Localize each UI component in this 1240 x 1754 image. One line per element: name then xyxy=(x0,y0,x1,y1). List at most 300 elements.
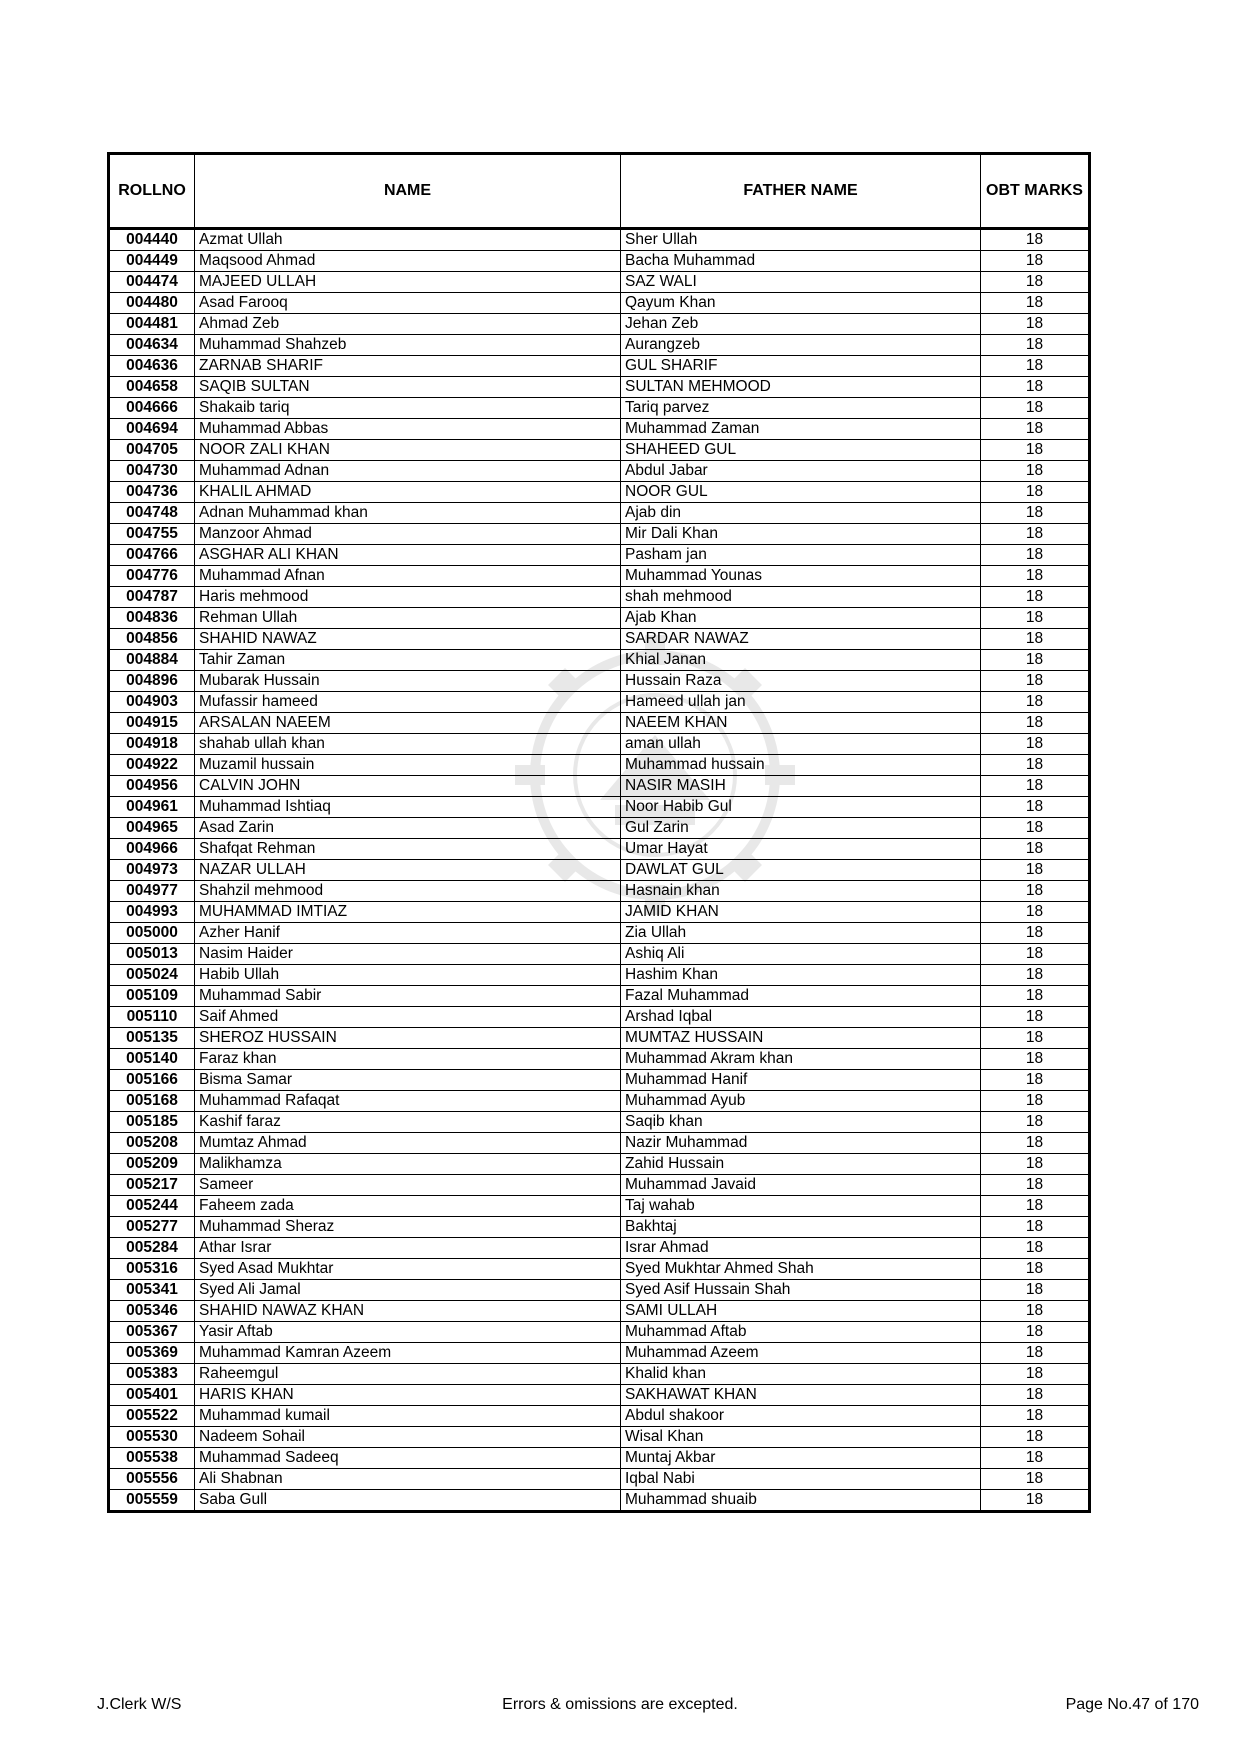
father-name-cell: SAKHAWAT KHAN xyxy=(621,1385,981,1406)
marks-cell: 18 xyxy=(981,776,1090,797)
marks-cell: 18 xyxy=(981,440,1090,461)
roll-no-cell: 004973 xyxy=(109,860,195,881)
roll-no-cell: 005341 xyxy=(109,1280,195,1301)
name-cell: Faheem zada xyxy=(195,1196,621,1217)
roll-no-cell: 005217 xyxy=(109,1175,195,1196)
table-row xyxy=(109,1196,1090,1217)
name-cell: Nasim Haider xyxy=(195,944,621,965)
name-cell: Adnan Muhammad khan xyxy=(195,503,621,524)
table-row xyxy=(109,503,1090,524)
roll-no-cell: 005284 xyxy=(109,1238,195,1259)
marks-cell: 18 xyxy=(981,1490,1090,1512)
roll-no-cell: 005024 xyxy=(109,965,195,986)
table-row xyxy=(109,1259,1090,1280)
roll-no-cell: 005277 xyxy=(109,1217,195,1238)
father-name-cell: Iqbal Nabi xyxy=(621,1469,981,1490)
roll-no-cell: 004474 xyxy=(109,272,195,293)
name-cell: Muhammad Ishtiaq xyxy=(195,797,621,818)
roll-no-cell: 004766 xyxy=(109,545,195,566)
roll-no-cell: 004961 xyxy=(109,797,195,818)
father-name-cell: Hashim Khan xyxy=(621,965,981,986)
name-cell: SHAHID NAWAZ KHAN xyxy=(195,1301,621,1322)
father-name-cell: Syed Mukhtar Ahmed Shah xyxy=(621,1259,981,1280)
marks-cell: 18 xyxy=(981,419,1090,440)
table-row xyxy=(109,1343,1090,1364)
roll-no-cell: 004956 xyxy=(109,776,195,797)
footer-disclaimer: Errors & omissions are excepted. xyxy=(502,1696,738,1713)
marks-cell: 18 xyxy=(981,692,1090,713)
father-name-cell: Taj wahab xyxy=(621,1196,981,1217)
name-cell: Mumtaz Ahmad xyxy=(195,1133,621,1154)
table-row xyxy=(109,251,1090,272)
roll-no-cell: 004787 xyxy=(109,587,195,608)
father-name-cell: Syed Asif Hussain Shah xyxy=(621,1280,981,1301)
table-row xyxy=(109,965,1090,986)
father-name-cell: SAMI ULLAH xyxy=(621,1301,981,1322)
roll-no-cell: 005000 xyxy=(109,923,195,944)
table-row xyxy=(109,398,1090,419)
roll-no-cell: 005140 xyxy=(109,1049,195,1070)
name-cell: ZARNAB SHARIF xyxy=(195,356,621,377)
marks-cell: 18 xyxy=(981,650,1090,671)
roll-no-cell: 004776 xyxy=(109,566,195,587)
marks-cell: 18 xyxy=(981,1133,1090,1154)
table-row xyxy=(109,839,1090,860)
table-row xyxy=(109,1406,1090,1427)
roll-no-cell: 004993 xyxy=(109,902,195,923)
roll-no-cell: 004903 xyxy=(109,692,195,713)
marks-cell: 18 xyxy=(981,1385,1090,1406)
marks-cell: 18 xyxy=(981,1091,1090,1112)
table-row xyxy=(109,650,1090,671)
father-name-cell: Pasham jan xyxy=(621,545,981,566)
roll-no-cell: 004634 xyxy=(109,335,195,356)
marks-cell: 18 xyxy=(981,251,1090,272)
marks-cell: 18 xyxy=(981,1406,1090,1427)
father-name-cell: Ajab Khan xyxy=(621,608,981,629)
roll-no-cell: 004977 xyxy=(109,881,195,902)
marks-cell: 18 xyxy=(981,524,1090,545)
marks-cell: 18 xyxy=(981,545,1090,566)
roll-no-cell: 004896 xyxy=(109,671,195,692)
roll-no-cell: 004658 xyxy=(109,377,195,398)
name-cell: ASGHAR ALI KHAN xyxy=(195,545,621,566)
table-row xyxy=(109,1007,1090,1028)
roll-no-cell: 004694 xyxy=(109,419,195,440)
father-name-cell: Muhammad Akram khan xyxy=(621,1049,981,1070)
name-cell: Shafqat Rehman xyxy=(195,839,621,860)
table-row xyxy=(109,293,1090,314)
name-cell: KHALIL AHMAD xyxy=(195,482,621,503)
table-row xyxy=(109,587,1090,608)
father-name-cell: Jehan Zeb xyxy=(621,314,981,335)
marks-cell: 18 xyxy=(981,944,1090,965)
table-row xyxy=(109,881,1090,902)
name-cell: SHEROZ HUSSAIN xyxy=(195,1028,621,1049)
roll-no-cell: 004730 xyxy=(109,461,195,482)
table-row xyxy=(109,1448,1090,1469)
roll-no-cell: 004636 xyxy=(109,356,195,377)
marks-cell: 18 xyxy=(981,1301,1090,1322)
marks-cell: 18 xyxy=(981,881,1090,902)
table-row xyxy=(109,1322,1090,1343)
table-row xyxy=(109,671,1090,692)
marks-cell: 18 xyxy=(981,1154,1090,1175)
marks-cell: 18 xyxy=(981,1448,1090,1469)
marks-cell: 18 xyxy=(981,1196,1090,1217)
father-name-cell: Tariq parvez xyxy=(621,398,981,419)
table-row xyxy=(109,1280,1090,1301)
table-row xyxy=(109,1070,1090,1091)
father-name-cell: Hameed ullah jan xyxy=(621,692,981,713)
name-cell: Ali Shabnan xyxy=(195,1469,621,1490)
marks-cell: 18 xyxy=(981,755,1090,776)
name-cell: Faraz khan xyxy=(195,1049,621,1070)
name-cell: Athar Israr xyxy=(195,1238,621,1259)
table-row xyxy=(109,692,1090,713)
marks-cell: 18 xyxy=(981,1364,1090,1385)
marks-cell: 18 xyxy=(981,1322,1090,1343)
table-row xyxy=(109,944,1090,965)
name-cell: Muhammad kumail xyxy=(195,1406,621,1427)
name-cell: shahab ullah khan xyxy=(195,734,621,755)
table-row xyxy=(109,713,1090,734)
father-name-cell: Muhammad Aftab xyxy=(621,1322,981,1343)
father-name-cell: Hasnain khan xyxy=(621,881,981,902)
father-name-cell: Muhammad shuaib xyxy=(621,1490,981,1512)
name-cell: Muhammad Sheraz xyxy=(195,1217,621,1238)
name-cell: Azmat Ullah xyxy=(195,229,621,251)
name-cell: Muzamil hussain xyxy=(195,755,621,776)
name-cell: Muhammad Abbas xyxy=(195,419,621,440)
roll-no-cell: 005166 xyxy=(109,1070,195,1091)
roll-no-cell: 004705 xyxy=(109,440,195,461)
name-cell: Muhammad Sabir xyxy=(195,986,621,1007)
marks-cell: 18 xyxy=(981,503,1090,524)
roll-no-cell: 004748 xyxy=(109,503,195,524)
marks-cell: 18 xyxy=(981,356,1090,377)
name-cell: SAQIB SULTAN xyxy=(195,377,621,398)
marks-cell: 18 xyxy=(981,1070,1090,1091)
table-row xyxy=(109,1469,1090,1490)
name-cell: Muhammad Sadeeq xyxy=(195,1448,621,1469)
footer-clerk: J.Clerk W/S xyxy=(97,1696,182,1713)
table-row xyxy=(109,1028,1090,1049)
name-cell: Sameer xyxy=(195,1175,621,1196)
roll-no-cell: 005316 xyxy=(109,1259,195,1280)
table-row xyxy=(109,902,1090,923)
name-cell: NOOR ZALI KHAN xyxy=(195,440,621,461)
footer-page-number: Page No.47 of 170 xyxy=(1065,1696,1199,1713)
father-name-cell: Aurangzeb xyxy=(621,335,981,356)
marks-cell: 18 xyxy=(981,1427,1090,1448)
roll-no-cell: 005383 xyxy=(109,1364,195,1385)
table-row xyxy=(109,335,1090,356)
father-name-cell: SHAHEED GUL xyxy=(621,440,981,461)
roll-no-cell: 004440 xyxy=(109,229,195,251)
roll-no-cell: 005135 xyxy=(109,1028,195,1049)
name-cell: Muhammad Rafaqat xyxy=(195,1091,621,1112)
table-row xyxy=(109,1238,1090,1259)
table-row xyxy=(109,776,1090,797)
name-cell: Muhammad Afnan xyxy=(195,566,621,587)
header-name: NAME xyxy=(195,154,621,229)
table-row xyxy=(109,356,1090,377)
table-row xyxy=(109,1364,1090,1385)
father-name-cell: NAEEM KHAN xyxy=(621,713,981,734)
roll-no-cell: 005110 xyxy=(109,1007,195,1028)
father-name-cell: Saqib khan xyxy=(621,1112,981,1133)
table-row xyxy=(109,860,1090,881)
table-row xyxy=(109,440,1090,461)
father-name-cell: Israr Ahmad xyxy=(621,1238,981,1259)
name-cell: Azher Hanif xyxy=(195,923,621,944)
roll-no-cell: 004666 xyxy=(109,398,195,419)
marks-cell: 18 xyxy=(981,797,1090,818)
name-cell: MAJEED ULLAH xyxy=(195,272,621,293)
father-name-cell: Abdul shakoor xyxy=(621,1406,981,1427)
table-row xyxy=(109,1385,1090,1406)
marks-cell: 18 xyxy=(981,566,1090,587)
father-name-cell: Ajab din xyxy=(621,503,981,524)
father-name-cell: Fazal Muhammad xyxy=(621,986,981,1007)
roll-no-cell: 004836 xyxy=(109,608,195,629)
marks-cell: 18 xyxy=(981,335,1090,356)
table-row xyxy=(109,524,1090,545)
father-name-cell: Khial Janan xyxy=(621,650,981,671)
marks-cell: 18 xyxy=(981,377,1090,398)
father-name-cell: Muhammad Ayub xyxy=(621,1091,981,1112)
table-row xyxy=(109,461,1090,482)
header-row xyxy=(109,154,1090,229)
father-name-cell: Wisal Khan xyxy=(621,1427,981,1448)
table-row xyxy=(109,1175,1090,1196)
name-cell: Haris mehmood xyxy=(195,587,621,608)
roll-no-cell: 005109 xyxy=(109,986,195,1007)
roll-no-cell: 004922 xyxy=(109,755,195,776)
name-cell: Syed Ali Jamal xyxy=(195,1280,621,1301)
name-cell: MUHAMMAD IMTIAZ xyxy=(195,902,621,923)
name-cell: NAZAR ULLAH xyxy=(195,860,621,881)
father-name-cell: Muhammad Hanif xyxy=(621,1070,981,1091)
name-cell: Saif Ahmed xyxy=(195,1007,621,1028)
name-cell: Nadeem Sohail xyxy=(195,1427,621,1448)
father-name-cell: Gul Zarin xyxy=(621,818,981,839)
name-cell: ARSALAN NAEEM xyxy=(195,713,621,734)
name-cell: SHAHID NAWAZ xyxy=(195,629,621,650)
marks-cell: 18 xyxy=(981,1238,1090,1259)
table-row xyxy=(109,272,1090,293)
table-row xyxy=(109,1301,1090,1322)
marks-cell: 18 xyxy=(981,629,1090,650)
name-cell: Maqsood Ahmad xyxy=(195,251,621,272)
table-row xyxy=(109,377,1090,398)
father-name-cell: SULTAN MEHMOOD xyxy=(621,377,981,398)
marks-cell: 18 xyxy=(981,986,1090,1007)
marks-cell: 18 xyxy=(981,839,1090,860)
table-row xyxy=(109,1091,1090,1112)
name-cell: Raheemgul xyxy=(195,1364,621,1385)
father-name-cell: Arshad Iqbal xyxy=(621,1007,981,1028)
father-name-cell: Muntaj Akbar xyxy=(621,1448,981,1469)
name-cell: Shakaib tariq xyxy=(195,398,621,419)
name-cell: Habib Ullah xyxy=(195,965,621,986)
father-name-cell: Muhammad Zaman xyxy=(621,419,981,440)
roll-no-cell: 005185 xyxy=(109,1112,195,1133)
roll-no-cell: 005168 xyxy=(109,1091,195,1112)
name-cell: Ahmad Zeb xyxy=(195,314,621,335)
name-cell: Yasir Aftab xyxy=(195,1322,621,1343)
father-name-cell: Muhammad Javaid xyxy=(621,1175,981,1196)
name-cell: Muhammad Kamran Azeem xyxy=(195,1343,621,1364)
marks-cell: 18 xyxy=(981,671,1090,692)
marks-cell: 18 xyxy=(981,1259,1090,1280)
roll-no-cell: 004481 xyxy=(109,314,195,335)
name-cell: Bisma Samar xyxy=(195,1070,621,1091)
marks-cell: 18 xyxy=(981,1217,1090,1238)
roll-no-cell: 004736 xyxy=(109,482,195,503)
name-cell: Rehman Ullah xyxy=(195,608,621,629)
marks-cell: 18 xyxy=(981,1049,1090,1070)
father-name-cell: shah mehmood xyxy=(621,587,981,608)
marks-cell: 18 xyxy=(981,1280,1090,1301)
roll-no-cell: 005013 xyxy=(109,944,195,965)
marks-cell: 18 xyxy=(981,314,1090,335)
name-cell: Manzoor Ahmad xyxy=(195,524,621,545)
father-name-cell: Hussain Raza xyxy=(621,671,981,692)
marks-cell: 18 xyxy=(981,1028,1090,1049)
name-cell: CALVIN JOHN xyxy=(195,776,621,797)
marks-cell: 18 xyxy=(981,923,1090,944)
father-name-cell: Khalid khan xyxy=(621,1364,981,1385)
table-row xyxy=(109,1427,1090,1448)
marks-cell: 18 xyxy=(981,818,1090,839)
roll-no-cell: 004915 xyxy=(109,713,195,734)
header-obt-marks: OBT MARKS xyxy=(981,154,1090,229)
name-cell: Asad Zarin xyxy=(195,818,621,839)
table-row xyxy=(109,755,1090,776)
name-cell: Muhammad Adnan xyxy=(195,461,621,482)
roll-no-cell: 004965 xyxy=(109,818,195,839)
marks-cell: 18 xyxy=(981,734,1090,755)
marks-cell: 18 xyxy=(981,713,1090,734)
table-row xyxy=(109,629,1090,650)
father-name-cell: JAMID KHAN xyxy=(621,902,981,923)
table-row xyxy=(109,229,1090,251)
father-name-cell: Muhammad Younas xyxy=(621,566,981,587)
roll-no-cell: 005208 xyxy=(109,1133,195,1154)
table-row xyxy=(109,797,1090,818)
name-cell: Syed Asad Mukhtar xyxy=(195,1259,621,1280)
father-name-cell: Mir Dali Khan xyxy=(621,524,981,545)
father-name-cell: NASIR MASIH xyxy=(621,776,981,797)
table-row xyxy=(109,1049,1090,1070)
table-row xyxy=(109,1112,1090,1133)
roll-no-cell: 004856 xyxy=(109,629,195,650)
roll-no-cell: 005209 xyxy=(109,1154,195,1175)
father-name-cell: Zia Ullah xyxy=(621,923,981,944)
marks-cell: 18 xyxy=(981,608,1090,629)
header-rollno: ROLLNO xyxy=(109,154,195,229)
roll-no-cell: 004966 xyxy=(109,839,195,860)
name-cell: Mubarak Hussain xyxy=(195,671,621,692)
table-row xyxy=(109,1217,1090,1238)
results-table xyxy=(107,152,1091,1513)
roll-no-cell: 005244 xyxy=(109,1196,195,1217)
table-row xyxy=(109,818,1090,839)
table-row xyxy=(109,1133,1090,1154)
table-row xyxy=(109,923,1090,944)
father-name-cell: Muhammad hussain xyxy=(621,755,981,776)
father-name-cell: SAZ WALI xyxy=(621,272,981,293)
marks-cell: 18 xyxy=(981,965,1090,986)
father-name-cell: Ashiq Ali xyxy=(621,944,981,965)
name-cell: Asad Farooq xyxy=(195,293,621,314)
marks-cell: 18 xyxy=(981,860,1090,881)
table-row xyxy=(109,545,1090,566)
name-cell: Muhammad Shahzeb xyxy=(195,335,621,356)
table-row xyxy=(109,482,1090,503)
father-name-cell: GUL SHARIF xyxy=(621,356,981,377)
father-name-cell: Bacha Muhammad xyxy=(621,251,981,272)
roll-no-cell: 005346 xyxy=(109,1301,195,1322)
roll-no-cell: 004755 xyxy=(109,524,195,545)
header-father-name: FATHER NAME xyxy=(621,154,981,229)
name-cell: Kashif faraz xyxy=(195,1112,621,1133)
marks-cell: 18 xyxy=(981,1007,1090,1028)
marks-cell: 18 xyxy=(981,229,1090,251)
father-name-cell: MUMTAZ HUSSAIN xyxy=(621,1028,981,1049)
name-cell: Saba Gull xyxy=(195,1490,621,1512)
roll-no-cell: 005369 xyxy=(109,1343,195,1364)
marks-cell: 18 xyxy=(981,1112,1090,1133)
name-cell: Tahir Zaman xyxy=(195,650,621,671)
name-cell: Malikhamza xyxy=(195,1154,621,1175)
marks-cell: 18 xyxy=(981,461,1090,482)
roll-no-cell: 005401 xyxy=(109,1385,195,1406)
roll-no-cell: 005556 xyxy=(109,1469,195,1490)
roll-no-cell: 004918 xyxy=(109,734,195,755)
name-cell: Mufassir hameed xyxy=(195,692,621,713)
roll-no-cell: 005538 xyxy=(109,1448,195,1469)
roll-no-cell: 005530 xyxy=(109,1427,195,1448)
table-row xyxy=(109,608,1090,629)
roll-no-cell: 005522 xyxy=(109,1406,195,1427)
name-cell: HARIS KHAN xyxy=(195,1385,621,1406)
table-row xyxy=(109,1490,1090,1512)
father-name-cell: Bakhtaj xyxy=(621,1217,981,1238)
father-name-cell: Nazir Muhammad xyxy=(621,1133,981,1154)
father-name-cell: SARDAR NAWAZ xyxy=(621,629,981,650)
roll-no-cell: 005559 xyxy=(109,1490,195,1512)
marks-cell: 18 xyxy=(981,293,1090,314)
table-row xyxy=(109,314,1090,335)
father-name-cell: Sher Ullah xyxy=(621,229,981,251)
roll-no-cell: 004480 xyxy=(109,293,195,314)
marks-cell: 18 xyxy=(981,902,1090,923)
table-row xyxy=(109,734,1090,755)
table-row xyxy=(109,566,1090,587)
father-name-cell: Noor Habib Gul xyxy=(621,797,981,818)
marks-cell: 18 xyxy=(981,1469,1090,1490)
marks-cell: 18 xyxy=(981,272,1090,293)
father-name-cell: Qayum Khan xyxy=(621,293,981,314)
marks-cell: 18 xyxy=(981,1343,1090,1364)
roll-no-cell: 004884 xyxy=(109,650,195,671)
marks-cell: 18 xyxy=(981,1175,1090,1196)
table-row xyxy=(109,986,1090,1007)
father-name-cell: Zahid Hussain xyxy=(621,1154,981,1175)
